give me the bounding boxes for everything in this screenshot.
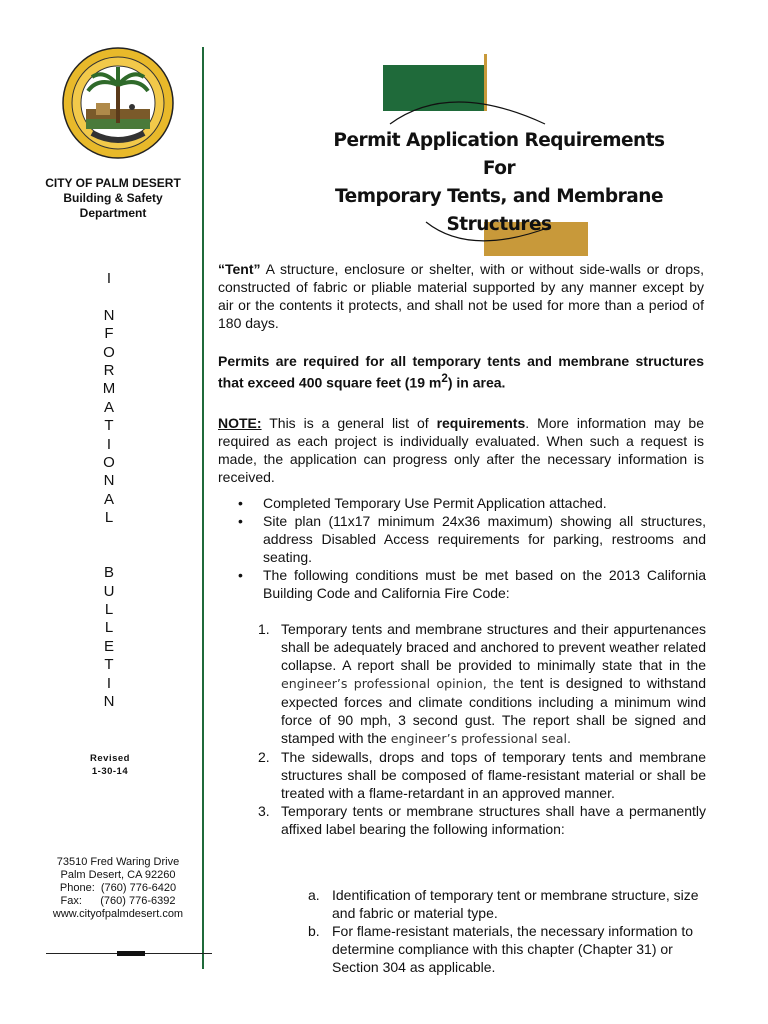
bullet-text: The following conditions must be met based on the 2013 California Building Code and California Fire Code: <box>263 567 706 601</box>
tent-definition-text: A structure, enclosure or shelter, with or without side-walls or drops, constructed of fabric or pliable material supported by any manner except by air or the contents it protects, and shall not be used for more than a period of 180 days. <box>218 261 704 331</box>
bullet-icon: • <box>238 513 243 529</box>
note-text-end: . More information may be required as each project is individually evaluated. When such a request is made, the application can progress only after the necessary information is received. <box>218 415 704 485</box>
street-address: 73510 Fred Waring Drive <box>56 856 180 868</box>
vertical-letter: L <box>104 509 114 527</box>
item-text: tent is designed to withstand expected forces and climate conditions including a minimum wind force of 90 mph, 3 second gust. The report shall be signed and stamped with the <box>281 675 707 746</box>
vertical-letter: O <box>103 343 115 361</box>
dept-line-2: Building & Safety <box>63 191 163 205</box>
page-title <box>318 127 680 239</box>
list-item <box>308 886 706 922</box>
vertical-letter: I <box>106 270 112 287</box>
vertical-letter <box>86 546 132 564</box>
revision-info <box>70 752 150 778</box>
permit-requirement <box>218 352 704 392</box>
vertical-letter: F <box>104 325 114 343</box>
divider-mark <box>117 951 145 956</box>
dept-line-3: Department <box>79 206 147 220</box>
revised-date: 1-30-14 <box>91 766 129 777</box>
item-text-engineer-seal: engineer’s professional seal. <box>390 731 572 746</box>
permit-text: Permits are required for all temporary tents and membrane structures that exceed 400 square feet (19 m <box>218 353 704 391</box>
list-item <box>218 494 706 512</box>
list-item <box>258 620 706 748</box>
bullet-icon: • <box>238 567 243 583</box>
tent-definition <box>218 260 704 332</box>
city-seal-logo <box>62 47 174 159</box>
permit-superscript: 2 <box>441 372 448 385</box>
item-text-engineer: engineer’s professional opinion, the <box>281 676 514 691</box>
vertical-letter: L <box>104 601 114 619</box>
vertical-letter: N <box>103 472 115 490</box>
vertical-letter: I <box>106 674 112 692</box>
note-paragraph <box>218 414 704 486</box>
dept-line-1: CITY OF PALM DESERT <box>45 176 181 190</box>
department-name <box>28 176 198 221</box>
list-item <box>308 922 706 976</box>
item-text: Temporary tents or membrane structures shall have a permanently affixed label bearing the following information: <box>281 803 706 837</box>
vertical-letter: A <box>103 398 114 416</box>
list-item <box>258 802 706 838</box>
vertical-letter: E <box>103 637 114 655</box>
item-letter: a. <box>308 887 320 903</box>
city-address: Palm Desert, CA 92260 <box>60 869 176 881</box>
fax-number: Fax: (760) 776-6392 <box>60 895 176 907</box>
vertical-letter: R <box>103 361 115 379</box>
vertical-letter: A <box>103 490 114 508</box>
note-label: NOTE: <box>218 415 262 431</box>
item-text: For flame-resistant materials, the necessary information to determine compliance with this chapter (Chapter 31) or Section 304 as applicable. <box>332 923 694 975</box>
vertical-letter: N <box>103 306 115 324</box>
bullet-text: Completed Temporary Use Permit Application attached. <box>263 495 607 511</box>
requirements-bullet-list <box>218 494 706 602</box>
item-text: Identification of temporary tent or membrane structure, size and fabric or material type. <box>332 887 699 921</box>
item-text: Temporary tents and membrane structures and their appurtenances shall be adequately braced and anchored to prevent weather related collapse. A report shall be provided to minimally state that in the <box>281 621 706 673</box>
vertical-letter: T <box>104 656 114 674</box>
vertical-letter: N <box>103 692 115 710</box>
list-item <box>218 566 706 602</box>
item-letter: b. <box>308 923 320 939</box>
contact-block <box>40 856 196 921</box>
website-link[interactable]: www.cityofpalmdesert.com <box>52 908 184 920</box>
note-bold-text: requirements <box>436 415 526 431</box>
vertical-letter: I <box>106 435 112 453</box>
vertical-letter: U <box>103 582 115 600</box>
vertical-letter <box>86 527 132 545</box>
vertical-letter: O <box>103 453 115 471</box>
vertical-letter: T <box>104 417 114 435</box>
item-number: 2. <box>258 749 270 765</box>
tent-term: “Tent” <box>218 261 261 277</box>
title-line-3: Structures <box>446 214 552 235</box>
bullet-text: Site plan (11x17 minimum 24x36 maximum) showing all structures, address Disabled Access requirements for parking, restrooms and seating. <box>263 513 706 565</box>
label-info-sublist <box>308 886 706 976</box>
note-text: This is a general list of <box>261 415 437 431</box>
revised-label: Revised <box>90 753 130 764</box>
list-item <box>258 748 706 802</box>
item-number: 1. <box>258 621 270 637</box>
vertical-letter: M <box>102 380 116 398</box>
vertical-letter: B <box>103 564 114 582</box>
title-line-1: Permit Application Requirements For <box>333 130 665 179</box>
vertical-letter: L <box>104 619 114 637</box>
item-number: 3. <box>258 803 270 819</box>
item-text: The sidewalls, drops and tops of temporary tents and membrane structures shall be composed of flame-resistant material or shall be treated with a flame-retardant in an approved manner. <box>281 749 706 801</box>
bullet-icon: • <box>238 495 243 511</box>
title-line-2: Temporary Tents, and Membrane <box>334 186 663 207</box>
informational-bulletin-vertical-text <box>86 270 132 711</box>
permit-text-end: ) in area. <box>447 374 506 391</box>
conditions-numbered-list <box>258 620 706 838</box>
vertical-letter <box>86 288 132 306</box>
phone-number: Phone: (760) 776-6420 <box>59 882 177 894</box>
vertical-divider <box>202 47 204 969</box>
list-item <box>218 512 706 566</box>
